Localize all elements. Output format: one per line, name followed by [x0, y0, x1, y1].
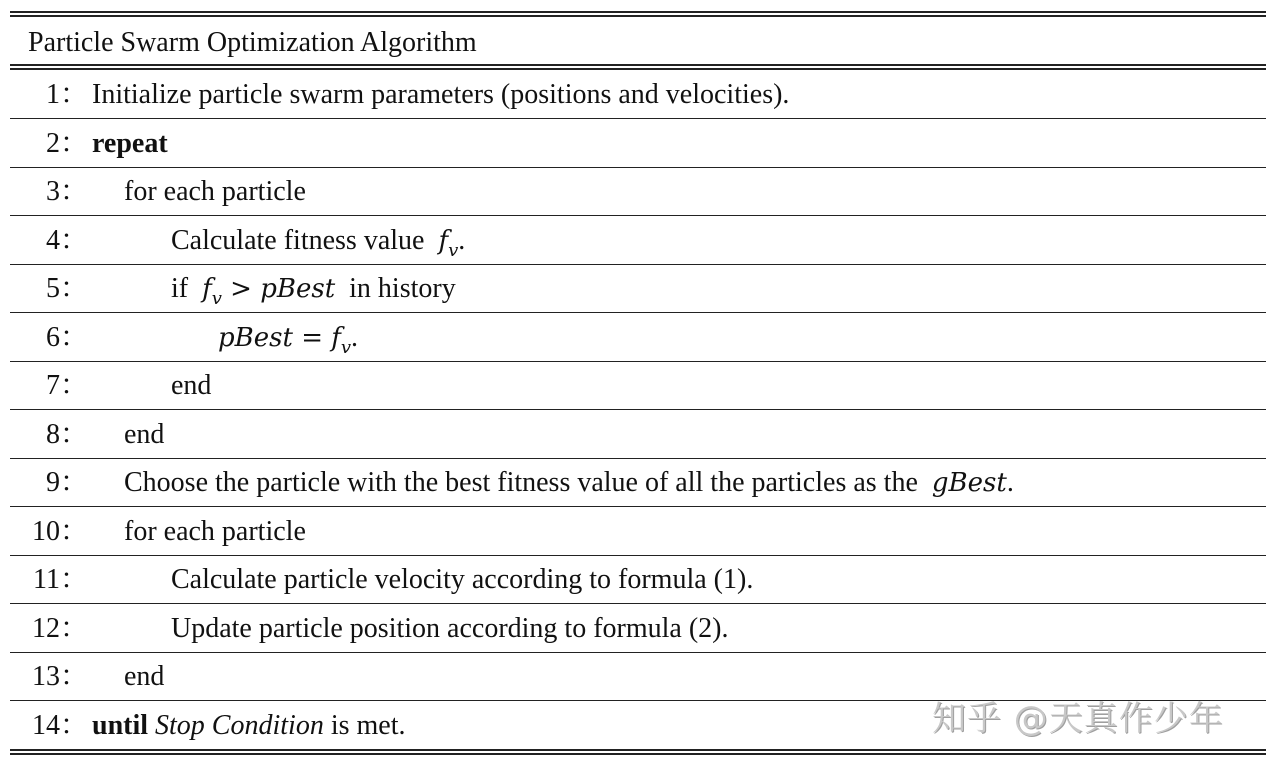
text-segment: f	[202, 274, 212, 304]
text-segment: for each particle	[124, 515, 306, 547]
line-text	[92, 120, 168, 168]
top-rule	[10, 15, 1266, 17]
text-segment: for each particle	[124, 176, 306, 207]
bottom-rule	[10, 749, 1266, 751]
line-number: 7	[46, 370, 60, 401]
line-number: 2	[46, 127, 60, 159]
line-number: 6	[46, 321, 60, 353]
text-segment: v	[448, 239, 459, 261]
line-text	[124, 508, 306, 556]
line-number: 13	[32, 661, 60, 692]
line-colon: ：	[60, 612, 89, 644]
line-number: 9	[46, 467, 60, 498]
line-number: 14	[32, 709, 60, 741]
text-segment: v	[340, 336, 352, 358]
text-segment: until	[92, 709, 149, 741]
line-text	[171, 556, 753, 604]
text-segment: in history	[335, 273, 456, 304]
text-segment: Stop Condition	[155, 709, 324, 741]
line-text	[124, 168, 306, 216]
line-colon: ：	[60, 127, 89, 159]
algorithm-line	[0, 459, 1278, 507]
text-segment: pBest = f	[218, 322, 341, 353]
text-segment: end	[124, 418, 165, 450]
text-segment: Update particle position according to formula (2).	[171, 612, 729, 644]
watermark: 知乎 @天真作少年	[932, 699, 1224, 739]
line-number: 10	[32, 515, 60, 547]
algorithm-line	[0, 556, 1278, 604]
text-segment: .	[1006, 467, 1014, 498]
text-segment: end	[124, 661, 165, 692]
top-rule	[10, 11, 1266, 13]
algorithm-line	[0, 71, 1278, 119]
header-rule	[10, 68, 1266, 70]
algorithm-line	[0, 653, 1278, 701]
algorithm-line	[0, 605, 1278, 653]
text-segment: repeat	[92, 127, 168, 159]
text-segment: gBest	[931, 468, 1007, 498]
line-colon: ：	[60, 418, 89, 450]
algorithm-line	[0, 168, 1278, 216]
line-text	[124, 411, 164, 459]
line-text	[171, 362, 211, 410]
text-segment: .	[458, 224, 466, 256]
line-text	[92, 71, 789, 119]
algorithm-line	[0, 314, 1278, 362]
line-colon: ：	[60, 79, 89, 110]
text-segment: > pBest	[221, 274, 336, 304]
text-segment: Calculate particle velocity according to formula (1).	[171, 564, 754, 595]
line-colon: ：	[60, 224, 89, 256]
line-number: 3	[46, 176, 60, 207]
line-text	[92, 702, 406, 750]
algorithm-line	[0, 265, 1278, 313]
text-segment: Choose the particle with the best fitness value of all the particles as the	[124, 467, 932, 498]
text-segment: if	[171, 273, 203, 304]
bottom-rule	[10, 753, 1266, 755]
line-text	[171, 605, 728, 653]
algorithm-title: Particle Swarm Optimization Algorithm	[28, 27, 477, 58]
algorithm-line	[0, 217, 1278, 265]
algorithm-line	[0, 120, 1278, 168]
line-number: 5	[46, 273, 60, 304]
line-colon: ：	[60, 467, 89, 498]
text-segment: is met.	[323, 709, 406, 741]
text-segment: Initialize particle swarm parameters (positions and velocities).	[92, 79, 790, 110]
line-colon: ：	[60, 564, 89, 595]
text-segment: end	[171, 370, 212, 401]
line-number: 4	[46, 224, 60, 256]
line-number: 12	[32, 612, 60, 644]
line-text	[124, 653, 164, 701]
algorithm-line	[0, 411, 1278, 459]
line-colon: ：	[60, 321, 89, 353]
line-colon: ：	[60, 176, 89, 207]
line-colon: ：	[60, 515, 89, 547]
line-colon: ：	[60, 370, 89, 401]
line-number: 11	[33, 564, 60, 595]
line-colon: ：	[60, 709, 89, 741]
algorithm-line	[0, 362, 1278, 410]
algorithm-line	[0, 508, 1278, 556]
text-segment: v	[211, 288, 222, 309]
text-segment: f	[438, 225, 449, 256]
text-segment: Calculate fitness value	[171, 224, 439, 256]
line-number: 8	[46, 418, 60, 450]
line-text	[124, 459, 1014, 507]
text-segment	[148, 710, 155, 741]
text-segment: .	[351, 321, 359, 353]
line-colon: ：	[60, 273, 89, 304]
line-number: 1	[46, 79, 60, 110]
line-colon: ：	[60, 661, 89, 692]
header-rule	[10, 64, 1266, 66]
